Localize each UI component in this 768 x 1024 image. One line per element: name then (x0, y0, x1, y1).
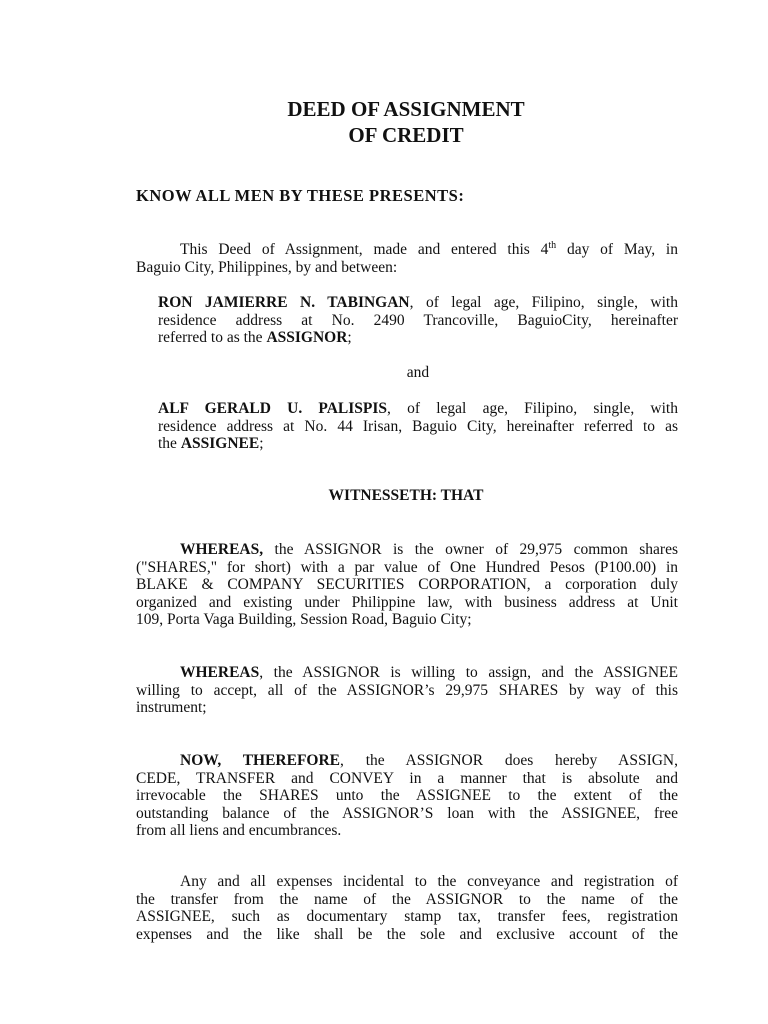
and-connector: and (406, 364, 430, 381)
expenses-line-3: ASSIGNEE, such as documentary stamp tax, transfer fees, registration (136, 908, 678, 926)
assignee-paragraph (158, 400, 678, 453)
assignee-line-3: the ASSIGNEE; (158, 435, 264, 453)
intro-line-2: Baguio City, Philippines, by and between: (136, 258, 398, 276)
now-line-5: from all liens and encumbrances. (136, 822, 342, 840)
now-line-2: CEDE, TRANSFER and CONVEY in a manner that is absolute and (136, 769, 678, 787)
assignor-name: RON JAMIERRE N. TABINGAN (158, 294, 410, 311)
now-line-3: irrevocable the SHARES unto the ASSIGNEE to the extent of the (136, 787, 678, 805)
intro-line-1: This Deed of Assignment, made and entered this 4th day of May, in (180, 240, 678, 258)
whereas1-line-4: organized and existing under Philippine law, with business address at Unit (136, 593, 678, 611)
assignor-line-1: RON JAMIERRE N. TABINGAN, of legal age, Filipino, single, with (158, 294, 678, 311)
whereas2-line-1: WHEREAS, the ASSIGNOR is willing to assign, and the ASSIGNEE (180, 664, 678, 681)
assignee-line-2: residence address at No. 44 Irisan, Baguio City, hereinafter referred to as (158, 417, 678, 435)
assignee-name: ALF GERALD U. PALISPIS (158, 400, 388, 417)
now-therefore-paragraph (136, 752, 678, 840)
whereas1-line-2: ("SHARES," for short) with a par value of One Hundred Pesos (P100.00) in (136, 558, 678, 576)
expenses-line-4: expenses and the like shall be the sole and exclusive account of the (136, 925, 678, 943)
expenses-line-1: Any and all expenses incidental to the conveyance and registration of (180, 873, 678, 890)
now-line-1: NOW, THEREFORE, the ASSIGNOR does hereby ASSIGN, (180, 752, 678, 769)
assignor-line-2: residence address at No. 2490 Trancoville, BaguioCity, hereinafter (158, 311, 678, 329)
expenses-line-2: the transfer from the name of the ASSIGNOR to the name of the (136, 890, 678, 908)
whereas-paragraph-1 (136, 541, 678, 629)
intro-paragraph (136, 241, 678, 276)
witnesseth-heading: WITNESSETH: THAT (328, 487, 484, 504)
expenses-paragraph (136, 873, 678, 943)
know-all-men-heading: KNOW ALL MEN BY THESE PRESENTS: (136, 186, 465, 205)
ordinal-suffix: th (548, 240, 557, 251)
assignee-line-1: ALF GERALD U. PALISPIS, of legal age, Filipino, single, with (158, 400, 678, 417)
assignee-term: ASSIGNEE (180, 435, 260, 453)
whereas1-line-1: WHEREAS, the ASSIGNOR is the owner of 29,975 common shares (180, 541, 678, 558)
assignor-term: ASSIGNOR (266, 329, 348, 347)
whereas1-line-3: BLAKE & COMPANY SECURITIES CORPORATION, a corporation duly (136, 576, 678, 594)
whereas2-line-3: instrument; (136, 699, 207, 717)
assignor-paragraph (158, 294, 678, 347)
whereas2-line-2: willing to accept, all of the ASSIGNOR’s 29,975 SHARES by way of this (136, 681, 678, 699)
now-line-4: outstanding balance of the ASSIGNOR’S loan with the ASSIGNEE, free (136, 804, 678, 822)
assignor-line-3: referred to as the ASSIGNOR; (158, 329, 352, 347)
document-title-line2: OF CREDIT (348, 123, 464, 147)
document-title-line1: DEED OF ASSIGNMENT (287, 97, 525, 121)
whereas-paragraph-2 (136, 664, 678, 717)
whereas1-line-5: 109, Porta Vaga Building, Session Road, Baguio City; (136, 611, 472, 629)
